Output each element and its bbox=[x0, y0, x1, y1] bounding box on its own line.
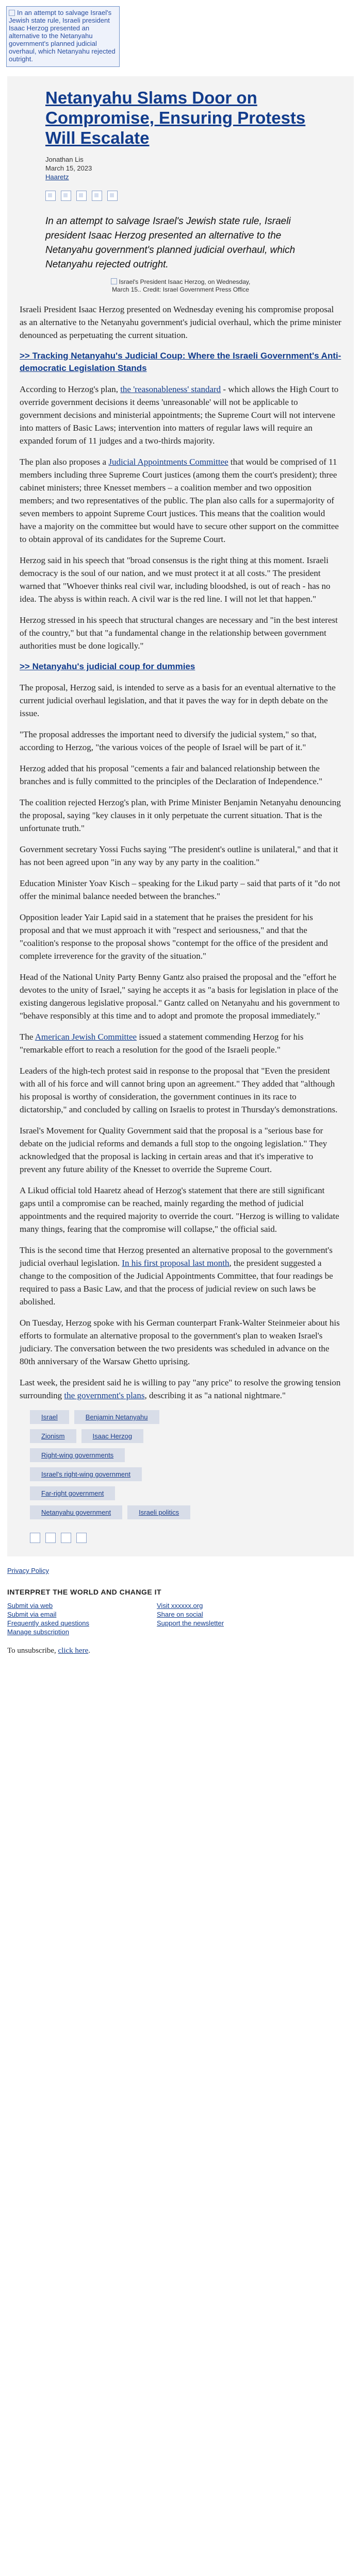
paragraph: Education Minister Yoav Kisch – speaking for the Likud party – said that parts of it "do not offer the minimal balance needed between the branches." bbox=[20, 878, 340, 901]
linkedin-share-icon[interactable] bbox=[61, 1533, 71, 1543]
share-icons-bottom bbox=[30, 1533, 341, 1543]
caption-line-1: Israel's President Isaac Herzog, on Wednesday, bbox=[119, 278, 251, 285]
footer-right-column bbox=[157, 1601, 306, 1636]
paragraph: "The proposal addresses the important need to diversify the judicial system," so that, according to Herzog, "the various voices of the people of Israel will be part of it." bbox=[20, 730, 317, 752]
email-share-icon[interactable] bbox=[76, 1533, 87, 1543]
paragraph: Herzog added that his proposal "cements a fair and balanced relationship between the branches and is fully committed to the principles of the Declaration of Independence." bbox=[20, 764, 323, 786]
author: Jonathan Lis bbox=[45, 156, 84, 163]
tag[interactable]: Right-wing governments bbox=[30, 1448, 125, 1462]
paragraph: A Likud official told Haaretz ahead of Herzog's statement that there are still significant gaps until a compromise can be reached, mainly regarding the method of judicial appointments and the required majority to override the court. "Herzog is willing to validate many things, fearing that the compromise will collapse," the official said. bbox=[20, 1185, 339, 1234]
headline[interactable]: Netanyahu Slams Door on Compromise, Ensuring Protests Will Escalate bbox=[45, 88, 306, 147]
support-newsletter-link[interactable]: Support the newsletter bbox=[157, 1619, 224, 1627]
tag[interactable]: Netanyahu government bbox=[30, 1505, 122, 1519]
unsubscribe-line: To unsubscribe, click here. bbox=[7, 1647, 90, 1655]
submit-email-link[interactable]: Submit via email bbox=[7, 1611, 57, 1618]
email-share-icon[interactable] bbox=[92, 191, 102, 201]
paragraph: This is the second time that Herzog presented an alternative proposal to the government's judicial overhaul legislation. In his first proposal last month, the president suggested a change to the composition of the Judicial Appointments Committee, that four readings be required to pass a Basic Law, and that the process of judicial review on such laws be abolished. bbox=[20, 1245, 333, 1307]
government-plans-link[interactable]: the government's plans bbox=[64, 1391, 145, 1400]
paragraph: Last week, the president said he is willing to pay "any price" to resolve the growing tension surrounding the government's plans, describing it as "a national nightmare." bbox=[20, 1378, 341, 1400]
paragraph: Government secretary Yossi Fuchs saying "The president's outline is unilateral," and that it has not been agreed upon "in any way by any party in the coalition." bbox=[20, 844, 338, 867]
date: March 15, 2023 bbox=[45, 164, 92, 172]
paragraph: Opposition leader Yair Lapid said in a statement that he praises the president for his proposal and that we must approach it with "respect and seriousness," and that the "coalition's response to the proposal shows "contempt for the office of the president and complete irreverence for the gravity of the situation." bbox=[20, 912, 328, 961]
manage-subscription-link[interactable]: Manage subscription bbox=[7, 1628, 69, 1636]
first-proposal-link[interactable]: In his first proposal last month bbox=[122, 1258, 229, 1268]
ajc-link[interactable]: American Jewish Committee bbox=[35, 1032, 137, 1042]
article-card bbox=[7, 76, 354, 1556]
visit-site-link[interactable]: Visit xxxxxx.org bbox=[157, 1602, 203, 1609]
paragraph: The American Jewish Committee issued a statement commending Herzog for his "remarkable effort to reach a resolution for the good of the Israeli people." bbox=[20, 1032, 304, 1055]
share-icons-top bbox=[45, 191, 341, 201]
tag[interactable]: Benjamin Netanyahu bbox=[74, 1410, 159, 1424]
tag[interactable]: Israel bbox=[30, 1410, 69, 1424]
publication-link[interactable]: Haaretz bbox=[45, 173, 69, 181]
related-link-tracking[interactable]: >> Tracking Netanyahu's Judicial Coup: Where the Israeli Government's Anti-democratic Legislation Stands bbox=[20, 351, 341, 373]
paragraph: Israeli President Isaac Herzog presented on Wednesday evening his compromise proposal as an alternative to the Netanyahu government's judicial overhaul, which the prime minister denounced as perpetuating the current situation. bbox=[20, 304, 341, 340]
footer-title: INTERPRET THE WORLD AND CHANGE IT bbox=[7, 1588, 162, 1596]
paragraph: The proposal, Herzog said, is intended to serve as a basis for an eventual alternative to the current judicial overhaul legislation, and that it paves the way for in depth debate on the issue. bbox=[20, 683, 336, 718]
photo-caption bbox=[20, 278, 341, 294]
lede: In an attempt to salvage Israel's Jewish state rule, Israeli president Isaac Herzog presented an alternative to the Netanyahu government's planned judicial overhaul, which Netanyahu rejected outright. bbox=[45, 216, 296, 270]
hero-image-alt: In an attempt to salvage Israel's Jewish state rule, Israeli president Isaac Herzog presented an alternative to the Netanyahu government's planned judicial overhaul, which Netanyahu rejected outright. bbox=[9, 9, 116, 63]
photo-icon bbox=[111, 278, 117, 284]
facebook-share-icon[interactable] bbox=[45, 191, 56, 201]
facebook-share-icon[interactable] bbox=[30, 1533, 40, 1543]
broken-image-icon bbox=[9, 10, 15, 16]
tag[interactable]: Far-right government bbox=[30, 1486, 115, 1500]
tag[interactable]: Zionism bbox=[30, 1429, 76, 1443]
tag[interactable]: Isaac Herzog bbox=[81, 1429, 144, 1443]
reasonableness-link[interactable]: the 'reasonableness' standard bbox=[120, 384, 221, 394]
unsubscribe-link[interactable]: click here bbox=[58, 1647, 89, 1655]
privacy-policy-link[interactable]: Privacy Policy bbox=[7, 1567, 49, 1574]
tag[interactable]: Israeli politics bbox=[127, 1505, 190, 1519]
paragraph: On Tuesday, Herzog spoke with his German counterpart Frank-Walter Steinmeier about his efforts to formulate an alternative proposal to the government's plan to weaken Israel's judiciary. The conversation between the two presidents was scheduled in advance on the 80th anniversary of the Warsaw Ghetto uprising. bbox=[20, 1318, 340, 1366]
related-link-dummies[interactable]: >> Netanyahu's judicial coup for dummies bbox=[20, 662, 195, 671]
paragraph: Israel's Movement for Quality Government said that the proposal is a "serious base for debate on the judicial reforms and demands a full stop to the ongoing legislation." They acknowledged that the proposal is lacking in certain areas and that it's imperative to prevent any future ability of the Knesset to override the Supreme Court. bbox=[20, 1126, 327, 1174]
footer-left-column bbox=[7, 1601, 157, 1636]
caption-line-2: March 15.. Credit: Israel Government Press Office bbox=[112, 286, 249, 293]
paragraph: The plan also proposes a Judicial Appointments Committee that would be comprised of 11 members including three Supreme Court justices (among them the court's president); three cabinet ministers; three Knesset members – a coalition member and two opposition members; and two representatives of the public. The plan also calls for a supermajority of seven members to appoint Supreme Court justices. This means that the coalition would have a majority on the committee but would have to secure other support on the committee to obtain approval of its candidates for the Supreme Court. bbox=[20, 457, 339, 544]
footer bbox=[7, 1567, 354, 1636]
paragraph: The coalition rejected Herzog's plan, with Prime Minister Benjamin Netanyahu denouncing the proposal, saying "key clauses in it only perpetuate the current situation. That is the unfortunate truth." bbox=[20, 798, 341, 833]
paragraph: Head of the National Unity Party Benny Gantz also praised the proposal and the "effort he devotes to the unity of Israel," saying he accepts it as "a basis for legislation in place of the existing dangerous legislative proposal." Gantz called on Netanyahu and his government to "behave responsibly at this time and to adopt and promote the proposal immediately." bbox=[20, 972, 340, 1021]
paragraph: According to Herzog's plan, the 'reasonableness' standard - which allows the High Court to override government decisions it deems 'unreasonable' will not be applicable to government decisions and ministerial appointments; the Supreme Court will not intervene into matters of Basic Laws; intervention into matters of regular laws will require an expanded forum of 11 judges and a two-thirds majority. bbox=[20, 384, 339, 446]
linkedin-share-icon[interactable] bbox=[76, 191, 87, 201]
faq-link[interactable]: Frequently asked questions bbox=[7, 1619, 89, 1627]
hero-image bbox=[6, 6, 120, 67]
footer-columns bbox=[7, 1601, 354, 1636]
article-body bbox=[20, 303, 341, 1402]
share-social-link[interactable]: Share on social bbox=[157, 1611, 203, 1618]
paragraph: Herzog said in his speech that "broad consensus is the right thing at this moment. Israeli democracy is the soul of our nation, and we must protect it at all costs." The president warned that "Whoever thinks real civil war, including bloodshed, is out of reach - has no idea. The abyss is within reach. A civil war is the red line. I will not let that happen." bbox=[20, 555, 331, 604]
tag-list bbox=[20, 1410, 341, 1524]
byline bbox=[45, 155, 341, 181]
whatsapp-share-icon[interactable] bbox=[107, 191, 118, 201]
paragraph: Herzog stressed in his speech that structural changes are necessary and "in the best interest of the country," but that "a fundamental change in the relationship between government authorities must be done logically." bbox=[20, 615, 338, 651]
judicial-appointments-link[interactable]: Judicial Appointments Committee bbox=[108, 457, 228, 467]
submit-web-link[interactable]: Submit via web bbox=[7, 1602, 53, 1609]
twitter-share-icon[interactable] bbox=[61, 191, 71, 201]
twitter-share-icon[interactable] bbox=[45, 1533, 56, 1543]
paragraph: Leaders of the high-tech protest said in response to the proposal that "Even the president with all of his force and will cannot bring upon an agreement." They added that "although his proposal is worthy of consideration, the government continues in its race to dictatorship," and concluded by calling on Israelis to protest in Thursday's demonstrations. bbox=[20, 1066, 338, 1114]
tag[interactable]: Israel's right-wing government bbox=[30, 1467, 142, 1481]
